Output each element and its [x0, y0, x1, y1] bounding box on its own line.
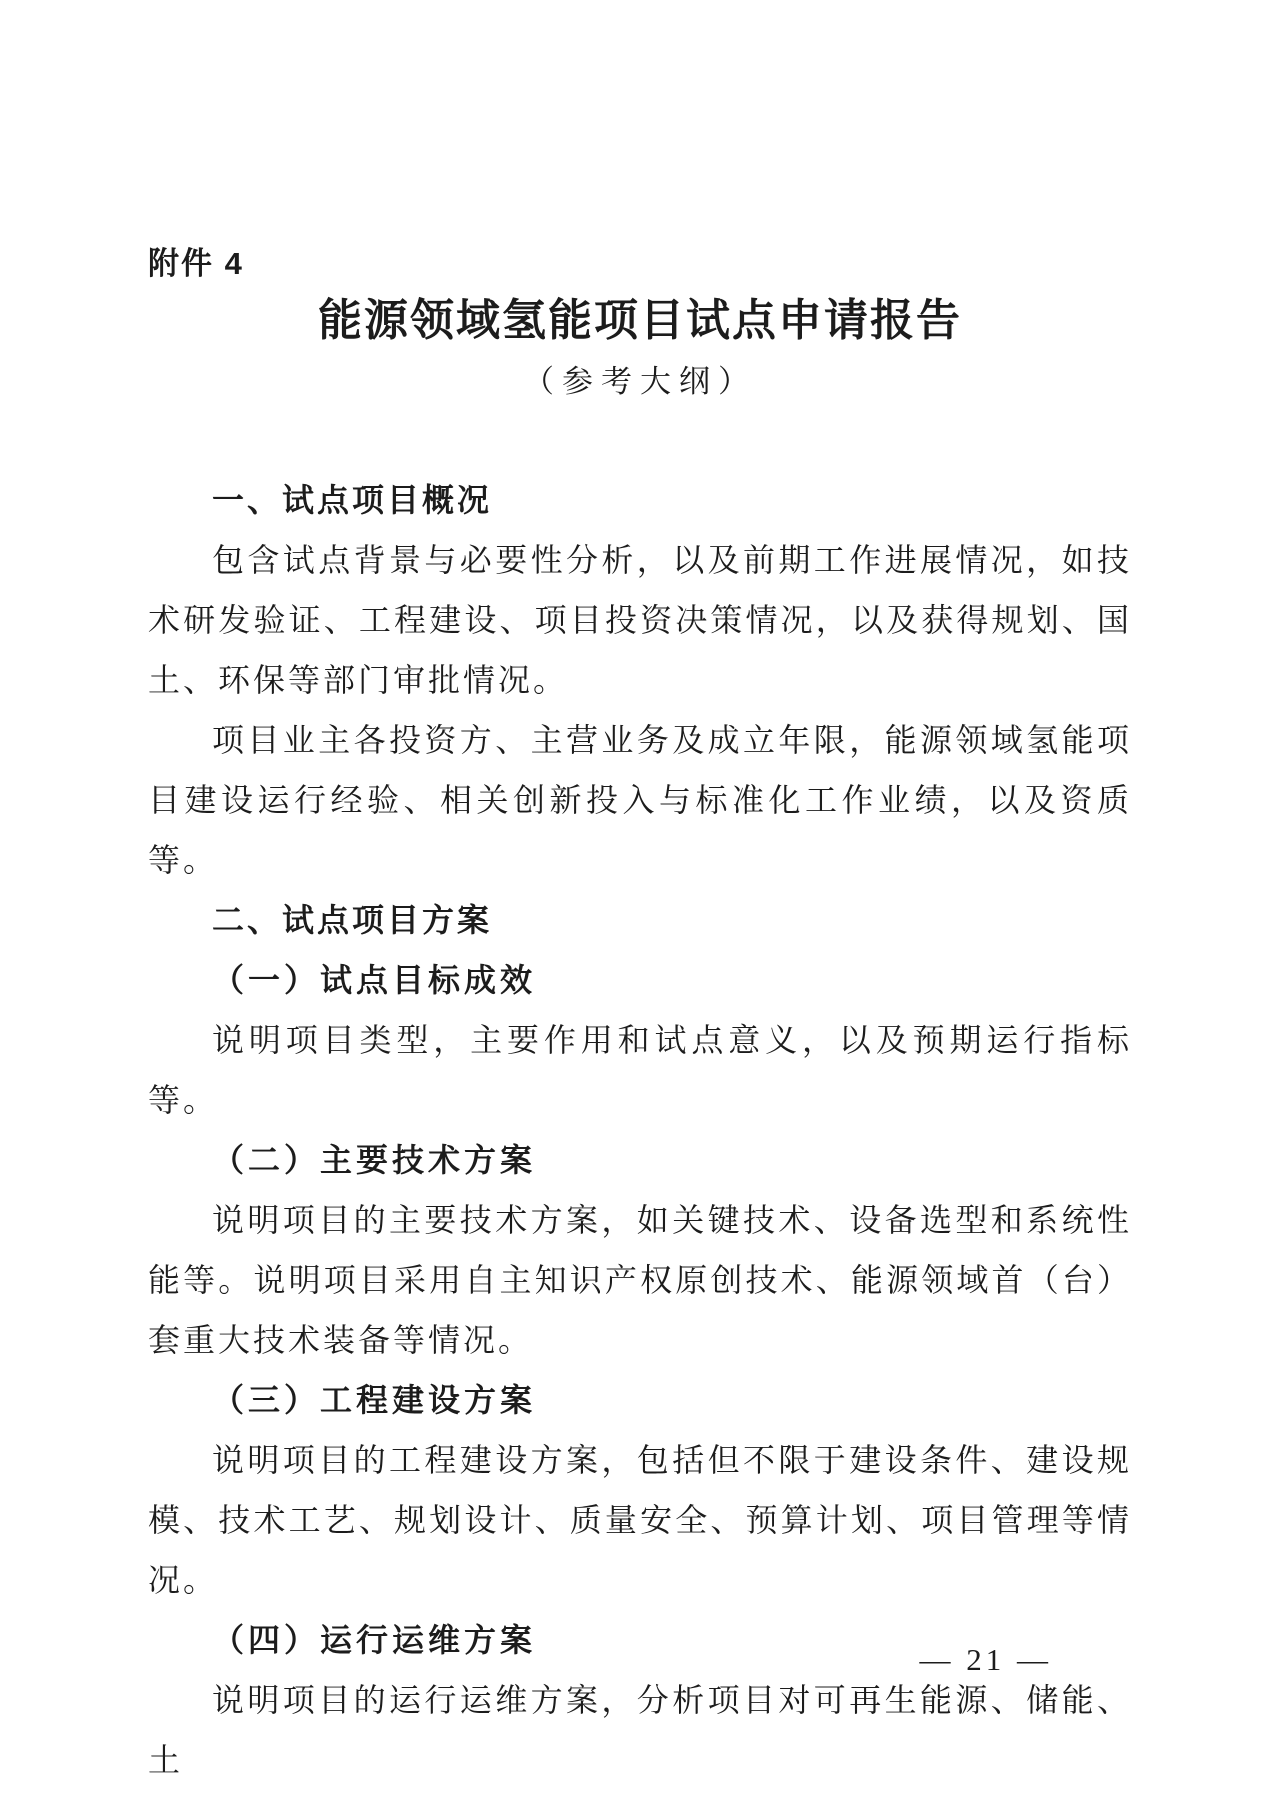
paragraph-construction: 说明项目的工程建设方案，包括但不限于建设条件、建设规模、技术工艺、规划设计、质量安全、预算计划、项目管理等情况。 [148, 1442, 1132, 1598]
section-heading-1: 一、试点项目概况 [212, 482, 493, 518]
attachment-label: 附件 4 [148, 246, 244, 281]
paragraph-overview-2: 项目业主各投资方、主营业务及成立年限，能源领域氢能项目建设运行经验、相关创新投入与标准化工作业绩，以及资质等。 [148, 722, 1132, 878]
paragraph-operation: 说明项目的运行运维方案，分析项目对可再生能源、储能、土 [148, 1682, 1132, 1778]
document-title: 能源领域氢能项目试点申请报告 [318, 296, 962, 345]
section-heading-2: 二、试点项目方案 [212, 902, 493, 938]
subsection-heading-operation: （四）运行运维方案 [212, 1622, 537, 1658]
paragraph-goals: 说明项目类型，主要作用和试点意义，以及预期运行指标等。 [148, 1022, 1132, 1118]
document-subtitle: （参考大纲） [523, 364, 757, 399]
subsection-heading-goals: （一）试点目标成效 [212, 962, 537, 998]
paragraph-technical: 说明项目的主要技术方案，如关键技术、设备选型和系统性能等。说明项目采用自主知识产权原创技术、能源领域首（台）套重大技术装备等情况。 [148, 1202, 1132, 1358]
document-body [148, 470, 1132, 1790]
subsection-heading-construction: （三）工程建设方案 [212, 1382, 537, 1418]
subsection-heading-technical: （二）主要技术方案 [212, 1142, 537, 1178]
page-number: — 21 — [919, 1642, 1052, 1677]
paragraph-overview-1: 包含试点背景与必要性分析，以及前期工作进展情况，如技术研发验证、工程建设、项目投资决策情况，以及获得规划、国土、环保等部门审批情况。 [148, 542, 1132, 698]
